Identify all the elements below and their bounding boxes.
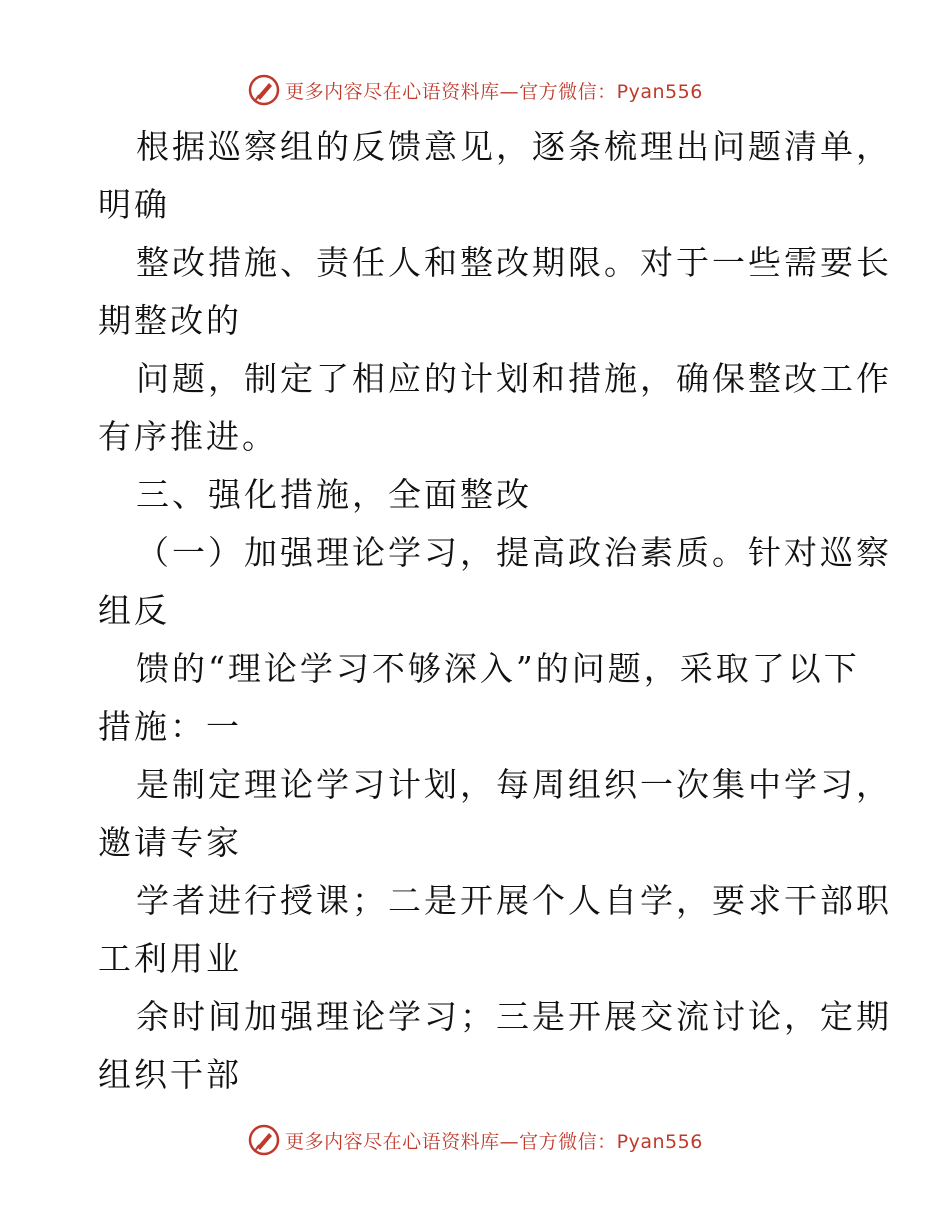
- text-line: 明确: [98, 185, 170, 224]
- text-line: 工利用业: [98, 939, 242, 978]
- text-line: 馈的“理论学习不够深入”的问题，采取了以下: [136, 649, 860, 688]
- text-line: 组织干部: [98, 1055, 242, 1094]
- text-line: （一）加强理论学习，提高政治素质。针对巡察: [136, 533, 892, 572]
- pen-quill-logo-icon: [247, 1123, 281, 1157]
- text-line: 整改措施、责任人和整改期限。对于一些需要长: [136, 243, 892, 282]
- text-line: 有序推进。: [98, 417, 278, 456]
- document-body: [98, 118, 892, 1104]
- text-line: 措施：一: [98, 707, 242, 746]
- text-line: 组反: [98, 591, 170, 630]
- section-heading: 三、强化措施，全面整改: [136, 475, 532, 514]
- watermark-text: 更多内容尽在心语资料库—官方微信：Pyan556: [285, 80, 703, 103]
- footer-watermark: [0, 1120, 950, 1160]
- text-line: 根据巡察组的反馈意见，逐条梳理出问题清单，: [136, 127, 892, 166]
- text-line: 是制定理论学习计划，每周组织一次集中学习，: [136, 765, 892, 804]
- header-watermark: [0, 70, 950, 110]
- text-line: 邀请专家: [98, 823, 242, 862]
- pen-quill-logo-icon: [247, 73, 281, 107]
- text-line: 学者进行授课；二是开展个人自学，要求干部职: [136, 881, 892, 920]
- text-line: 余时间加强理论学习；三是开展交流讨论，定期: [136, 997, 892, 1036]
- watermark-text: 更多内容尽在心语资料库—官方微信：Pyan556: [285, 1130, 703, 1153]
- text-line: 期整改的: [98, 301, 242, 340]
- text-line: 问题，制定了相应的计划和措施，确保整改工作: [136, 359, 892, 398]
